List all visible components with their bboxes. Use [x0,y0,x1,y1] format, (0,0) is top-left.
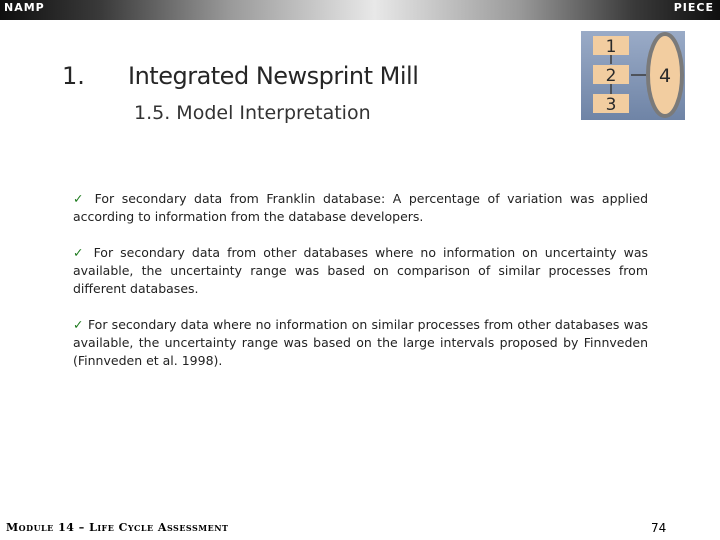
logo-label-2: 2 [605,66,617,86]
checkmark-icon: ✓ [73,245,87,260]
bullet-finnveden-intervals [73,316,648,370]
section-navigator-logo [581,31,685,120]
bullet-text: For secondary data from Franklin database: A percentage of variation was applied according to information from the database developers. [73,191,649,224]
logo-label-4: 4 [658,65,672,87]
section-number: 1. [62,62,85,90]
header-right-label: PIECE [673,1,714,14]
page-number: 74 [651,521,667,535]
footer-module-label: Module 14 – Life Cycle Assessment [6,521,229,534]
logo-label-3: 3 [605,95,617,115]
checkmark-icon: ✓ [73,191,88,206]
bullet-franklin-database [73,190,648,226]
header-left-label: NAMP [4,1,45,14]
logo-label-1: 1 [605,37,617,57]
bullet-text: For secondary data where no information on similar processes from other databases was available, the uncertainty range was based on the large intervals proposed by Finnveden (Finnveden et al. 1998). [73,317,648,368]
bullet-text: For secondary data from other databases where no information on uncertainty was available, the uncertainty range was based on comparison of similar processes from different databases. [73,245,648,296]
slide-subtitle: 1.5. Model Interpretation [134,102,371,124]
header-bar [0,0,720,20]
bullet-other-databases [73,244,648,298]
slide-title: Integrated Newsprint Mill [128,62,419,90]
checkmark-icon: ✓ [73,317,84,332]
